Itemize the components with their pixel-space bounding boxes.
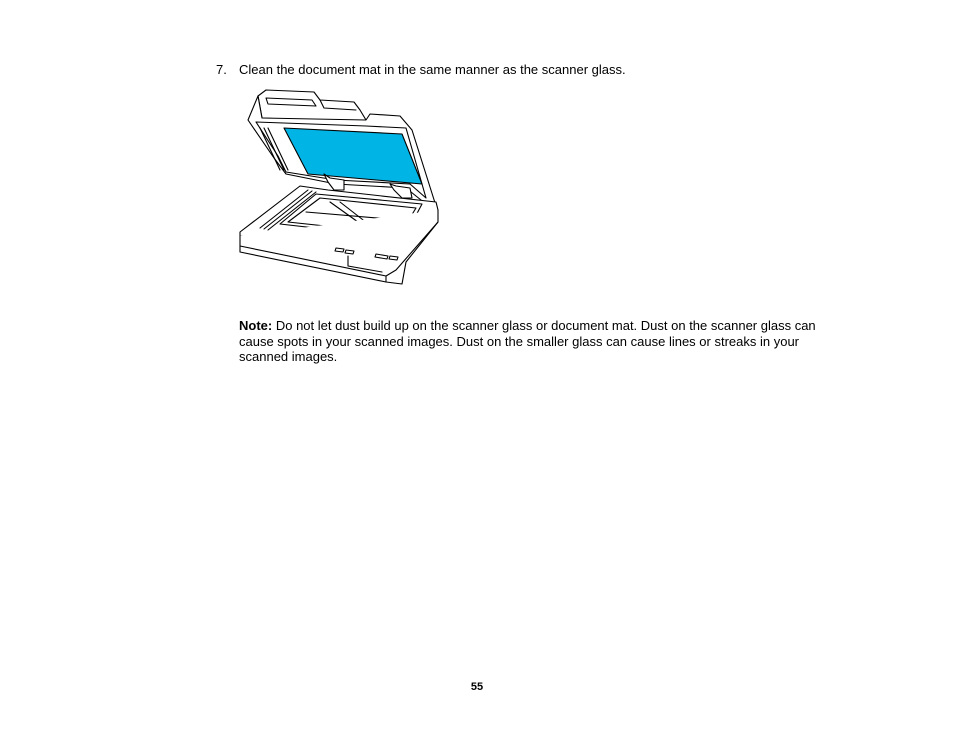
step-number: 7. <box>216 62 227 77</box>
note-block <box>239 318 839 365</box>
step-text: Clean the document mat in the same manner as the scanner glass. <box>239 62 626 77</box>
step-item <box>216 62 816 78</box>
scanner-open-lid-icon <box>236 86 442 288</box>
scanner-illustration <box>236 86 442 288</box>
page-number: 55 <box>470 681 484 693</box>
note-text: Do not let dust build up on the scanner glass or document mat. Dust on the scanner glass can cause spots in your scanned images. Dust on the smaller glass can cause lines or streaks in your scanned images. <box>239 318 816 364</box>
note-label: Note: <box>239 318 273 333</box>
